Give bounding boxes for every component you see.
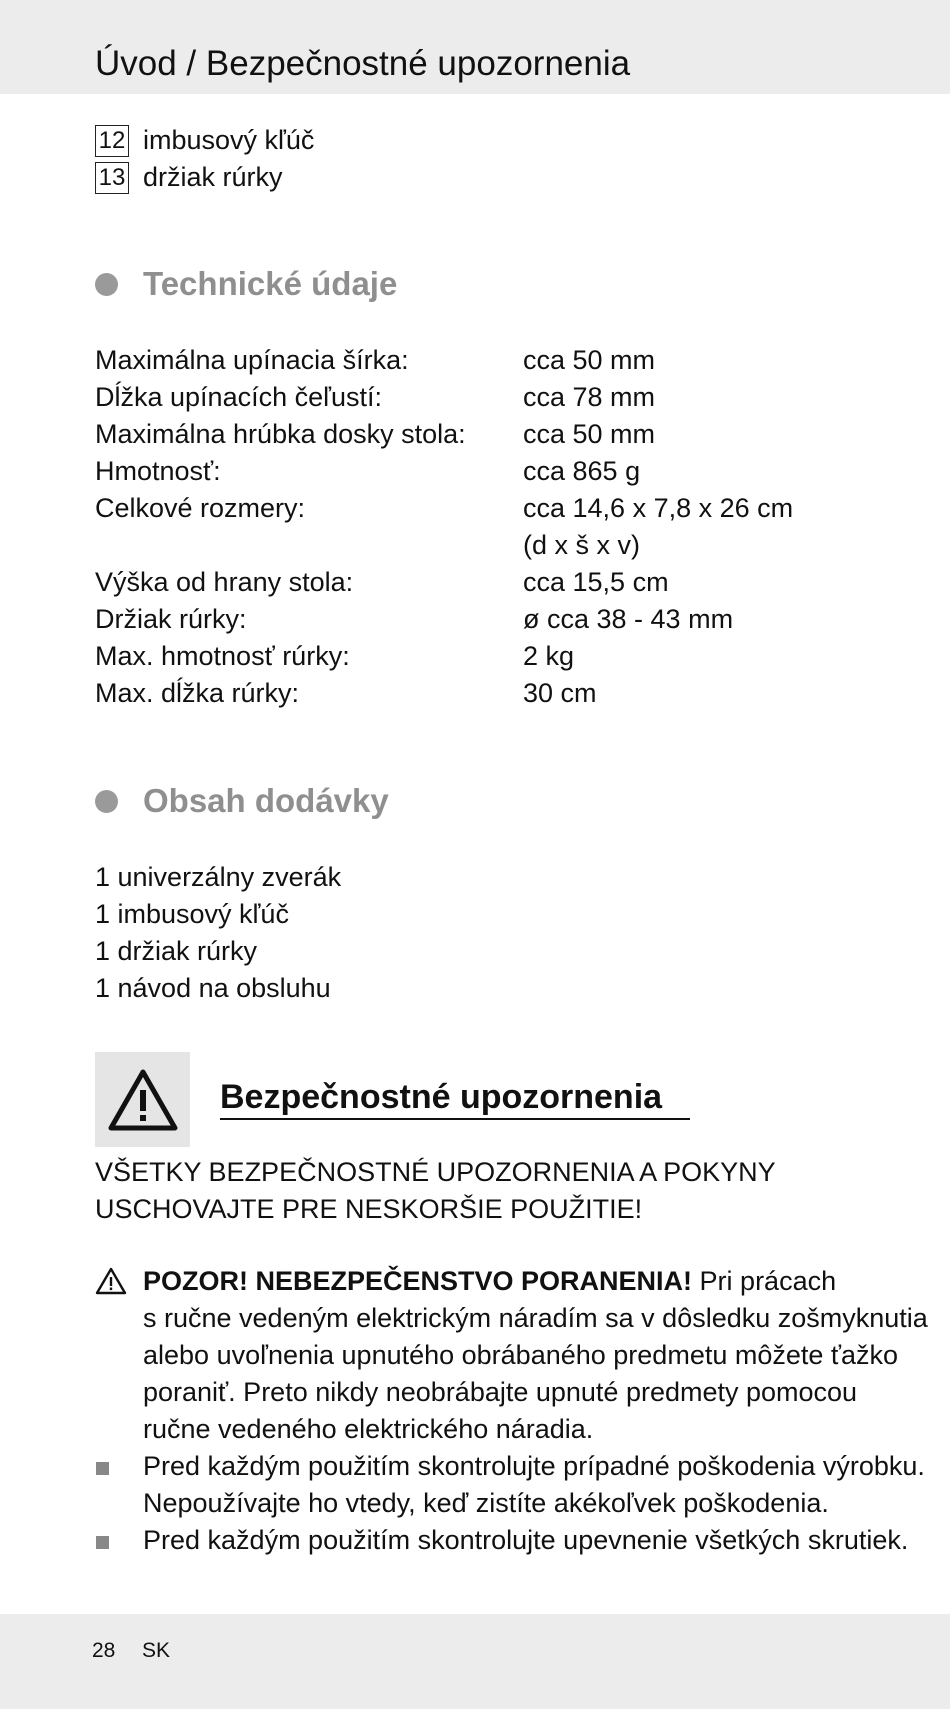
delivery-list — [95, 859, 341, 1007]
spec-value: 2 kg — [523, 641, 575, 671]
spec-value: cca 14,6 x 7,8 x 26 cm — [523, 493, 794, 523]
spec-label: Max. hmotnosť rúrky: — [95, 641, 350, 671]
spec-row — [95, 416, 895, 453]
section-bullet-icon — [95, 273, 118, 296]
spec-value: cca 50 mm — [523, 419, 656, 449]
spec-row — [95, 453, 895, 490]
spec-label — [95, 527, 523, 564]
delivery-item: 1 univerzálny zverák — [95, 862, 342, 892]
safety-title-underline — [220, 1118, 690, 1120]
spec-row — [95, 527, 895, 564]
bullet-line: Pred každým použitím skontrolujte prípadné poškodenia výrobku. — [143, 1451, 925, 1481]
spec-value: cca 865 g — [523, 456, 641, 486]
spec-label: Dĺžka upínacích čeľustí: — [95, 382, 383, 412]
spec-label: Maximálna upínacia šírka: — [95, 345, 409, 375]
spec-value: cca 50 mm — [523, 345, 656, 375]
page-title: Úvod / Bezpečnostné upozornenia — [95, 44, 631, 83]
warning-triangle-icon — [107, 1068, 179, 1132]
safety-notice — [95, 1154, 776, 1228]
language-code: SK — [142, 1639, 171, 1662]
spec-label: Maximálna hrúbka dosky stola: — [95, 419, 466, 449]
part-item — [95, 122, 314, 159]
safety-items — [95, 1263, 928, 1559]
spec-row — [95, 675, 895, 712]
technical-title: Technické údaje — [143, 265, 398, 302]
spec-label: Držiak rúrky: — [95, 604, 247, 634]
part-number: 12 — [95, 125, 129, 157]
safety-warning-box — [95, 1052, 190, 1147]
technical-section-heading — [95, 262, 397, 306]
spec-label: Max. dĺžka rúrky: — [95, 678, 300, 708]
spec-row — [95, 601, 895, 638]
spec-row — [95, 564, 895, 601]
spec-row — [95, 490, 895, 527]
warning-item — [95, 1263, 928, 1448]
spec-value: ø cca 38 - 43 mm — [523, 604, 734, 634]
part-label: imbusový kľúč — [143, 125, 315, 155]
spec-label: Celkové rozmery: — [95, 493, 306, 523]
notice-line: USCHOVAJTE PRE NESKORŠIE POUŽITIE! — [95, 1194, 643, 1224]
spec-label: Výška od hrany stola: — [95, 567, 354, 597]
delivery-item: 1 držiak rúrky — [95, 936, 258, 966]
parts-list — [95, 122, 314, 196]
bullet-item — [95, 1448, 925, 1522]
spec-table — [95, 342, 895, 712]
warning-small-icon — [95, 1267, 127, 1295]
spec-label: Hmotnosť: — [95, 456, 221, 486]
spec-row — [95, 638, 895, 675]
warning-lead: POZOR! NEBEZPEČENSTVO PORANENIA! — [143, 1266, 693, 1296]
delivery-title: Obsah dodávky — [143, 782, 389, 819]
warning-text: Pri prácach — [692, 1266, 837, 1296]
bullet-line: Nepoužívajte ho vtedy, keď zistíte akékoľvek poškodenia. — [143, 1488, 829, 1518]
warning-line: ručne vedeného elektrického náradia. — [143, 1414, 594, 1444]
delivery-item: 1 návod na obsluhu — [95, 973, 331, 1003]
part-number: 13 — [95, 162, 129, 194]
spec-value: (d x š x v) — [523, 530, 641, 560]
bullet-line: Pred každým použitím skontrolujte upevnenie všetkých skrutiek. — [143, 1525, 909, 1555]
part-label: držiak rúrky — [143, 162, 283, 192]
spec-row — [95, 342, 895, 379]
spec-value: cca 15,5 cm — [523, 567, 669, 597]
safety-title: Bezpečnostné upozornenia — [220, 1078, 663, 1116]
square-bullet-icon — [96, 1536, 109, 1549]
warning-line: s ručne vedeným elektrickým náradím sa v dôsledku zošmyknutia — [143, 1303, 928, 1333]
square-bullet-icon — [96, 1462, 109, 1475]
warning-line: alebo uvoľnenia upnutého obrábaného predmetu môžete ťažko — [143, 1340, 899, 1370]
delivery-section-heading — [95, 779, 389, 823]
bullet-item — [95, 1522, 909, 1559]
warning-line: poraniť. Preto nikdy neobrábajte upnuté predmety pomocou — [143, 1377, 858, 1407]
spec-value: 30 cm — [523, 678, 597, 708]
spec-value: cca 78 mm — [523, 382, 656, 412]
delivery-item: 1 imbusový kľúč — [95, 899, 289, 929]
page-number: 28 — [92, 1639, 116, 1662]
notice-line: VŠETKY BEZPEČNOSTNÉ UPOZORNENIA A POKYNY — [95, 1157, 776, 1187]
spec-row — [95, 379, 895, 416]
part-item — [95, 159, 314, 196]
section-bullet-icon — [95, 790, 118, 813]
